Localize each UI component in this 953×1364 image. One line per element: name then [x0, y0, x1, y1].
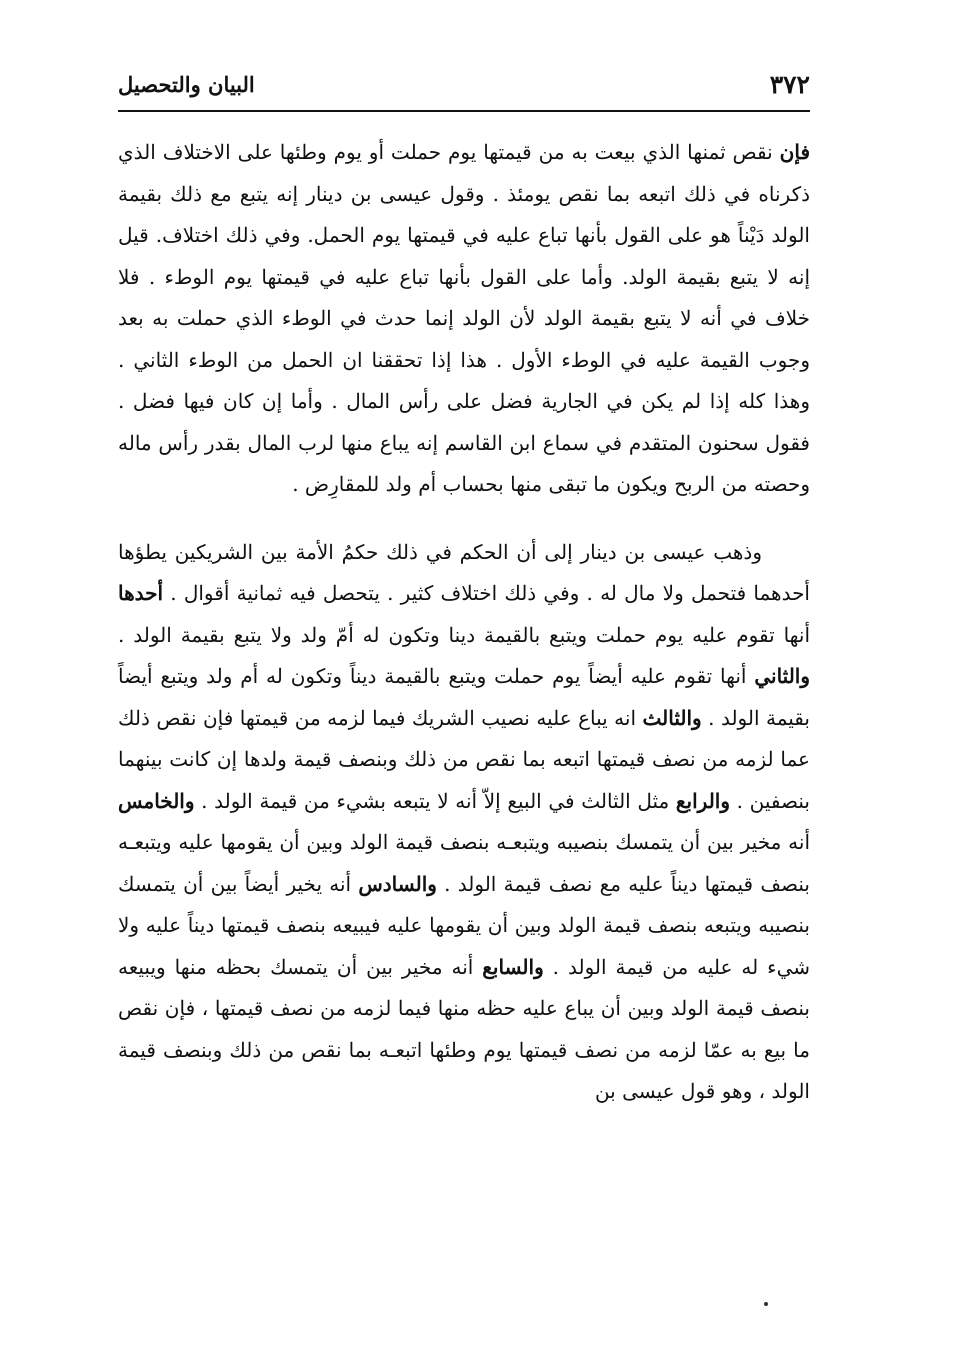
bold-term: والثالث [642, 705, 702, 730]
bold-term: والثاني [754, 664, 811, 688]
paragraph [118, 532, 810, 1113]
text-run: أنه مخير بين أن يتمسك بحظه منها ويبيعه بنصف قيمة الولد وبين أن يباع عليه حظه منها فيما لزمه من نصف قيمتها ، فإن نقص ما بيع به عمّا لزمه من نصف قيمتها يوم وطئها اتبعـه بما نقص من ذلك وبنصف قيمة الولد ، وهو قول عيسى بن [118, 954, 810, 1103]
header-rule [118, 110, 810, 112]
text-run: أنه مخير بين أن يتمسك بنصيبه ويتبعـه بنصف قيمة الولد وبين أن يقومها عليه ويتبعـه بنصف قيمتها ديناً عليه مع نصف قيمة الولد . [118, 830, 810, 896]
text-run: مثل الثالث في البيع إلاّ أنه لا يتبعه بشيء من قيمة الولد . [194, 788, 676, 813]
bold-term: أحدها [118, 581, 164, 605]
bold-term: والسابع [482, 954, 544, 979]
text-run: انه يباع عليه نصيب الشريك فيما لزمه من قيمتها فإن نقص ذلك عما لزمه من نصف قيمتها اتبعه بما نقص من ذلك وبنصف قيمة ولدها إن كانت بينهما بنصفين . [118, 705, 810, 813]
bold-term: فإن [779, 140, 810, 164]
bold-term: والسادس [358, 871, 437, 896]
page-speck [764, 1302, 768, 1306]
paragraph [118, 132, 810, 506]
text-run: نقص ثمنها الذي بيعت به من قيمتها يوم حملت أو يوم وطئها على الاختلاف الذي ذكرناه في ذلك اتبعه بما نقص يومئذ . وقول عيسى بن دينار إنه يتبع مع ذلك بقيمة الولد دَيْناً هو على القول بأنها تباع عليه في قيمتها يوم الحمل. وفي ذلك اختلاف. قيل إنه لا يتبع بقيمة الولد. وأما على القول بأنها تباع عليه في قيمتها يوم الوطء . فلا خلاف في أنه لا يتبع بقيمة الولد لأن الولد إنما حدث في الوطء الذي حملت به بعد وجوب القيمة عليه في الوطء الأول . هذا إذا تحققنا ان الحمل من الوطء الثاني . وهذا كله إذا لم يكن في الجارية فضل على رأس المال . وأما إن كان فيها فضل . فقول سحنون المتقدم في سماع ابن القاسم إنه يباع منها لرب المال بقدر رأس ماله وحصته من الربح ويكون ما تبقى منها بحساب أم ولد للمقارِض . [118, 140, 810, 496]
text-run: أنه يخير أيضاً بين أن يتمسك بنصيبه ويتبعه بنصف قيمة الولد وبين أن يقومها عليه فيبيعه بنصف قيمتها ديناً عليه ولا شيء له عليه من قيمة الولد . [118, 871, 810, 979]
text-run: وذهب عيسى بن دينار إلى أن الحكم في ذلك حكمُ الأمة بين الشريكين يطؤها أحدهما فتحمل ولا مال له . وفي ذلك اختلاف كثير . يتحصل فيه ثمانية أقوال . [118, 539, 810, 605]
bold-term: والرابع [675, 788, 731, 813]
page-header [118, 66, 810, 112]
bold-term: والخامس [118, 788, 195, 813]
text-run: أنها تقوم عليه أيضاً يوم حملت ويتبع بالقيمة ديناً وتكون له أم ولد ويتبع أيضاً بقيمة الولد . [118, 664, 810, 730]
page-body [118, 132, 810, 1113]
page-number: ٣٧٢ [769, 70, 810, 99]
running-title: البيان والتحصيل [118, 72, 255, 97]
text-run: أنها تقوم عليه يوم حملت ويتبع بالقيمة دينا وتكون له أمّ ولد ولا يتبع بقيمة الولد . [118, 622, 810, 647]
